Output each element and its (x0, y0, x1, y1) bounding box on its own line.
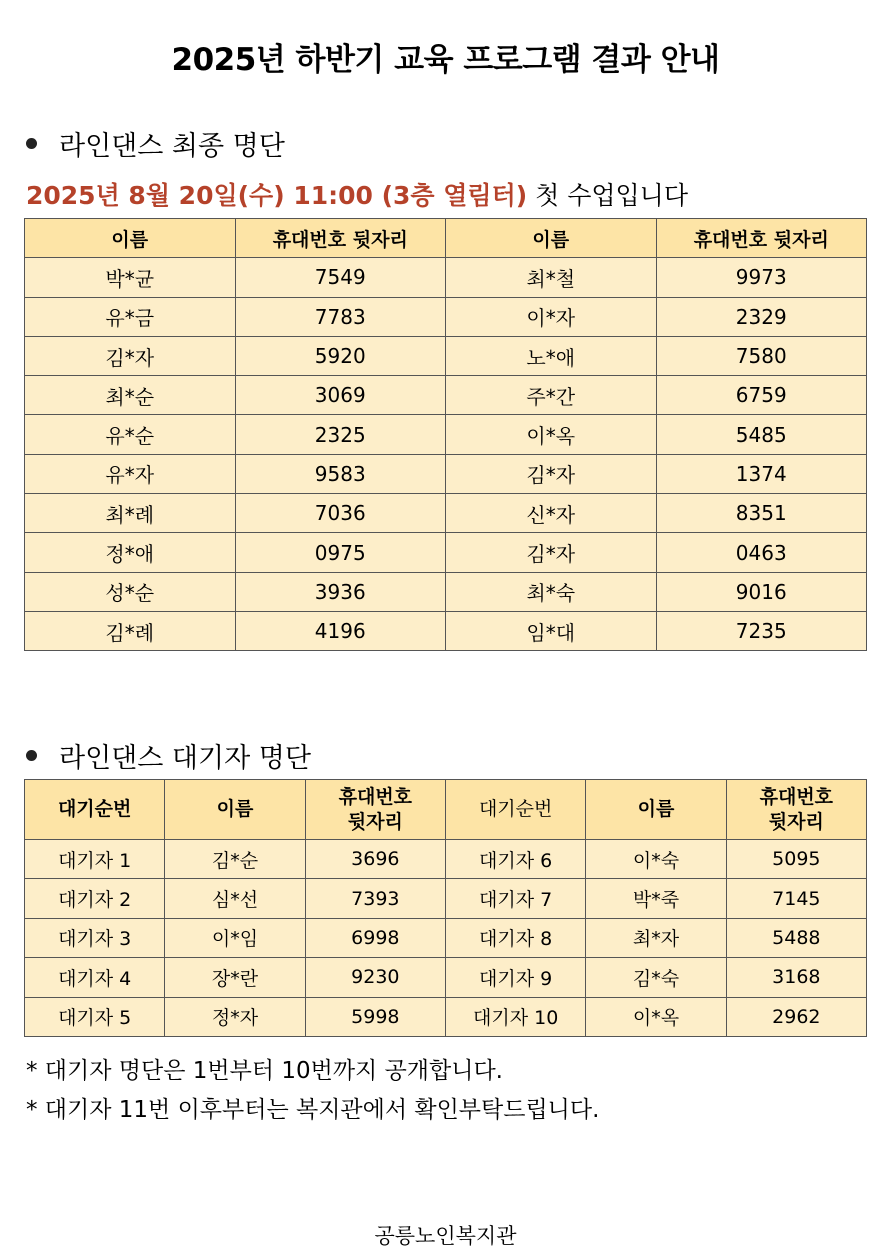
header-name: 이름 (446, 219, 657, 258)
table-row (25, 336, 867, 375)
phone-cell: 6759 (656, 376, 867, 415)
name-cell: 박*죽 (586, 879, 726, 918)
name-cell: 이*자 (446, 297, 657, 336)
name-cell: 신*자 (446, 494, 657, 533)
wait-order-cell: 대기자 5 (25, 997, 165, 1036)
class-start-text: 첫 수업입니다 (527, 181, 688, 210)
name-cell: 정*애 (25, 533, 236, 572)
table-row (25, 997, 867, 1036)
table-row (25, 494, 867, 533)
phone-cell: 9230 (305, 958, 445, 997)
name-cell: 김*자 (446, 533, 657, 572)
phone-cell: 5485 (656, 415, 867, 454)
phone-cell: 7783 (235, 297, 446, 336)
table-row (25, 454, 867, 493)
footer-organization: 공릉노인복지관 (374, 1224, 517, 1248)
table-row (25, 297, 867, 336)
phone-cell: 3696 (305, 840, 445, 879)
name-cell: 김*례 (25, 611, 236, 650)
name-cell: 유*자 (25, 454, 236, 493)
wait-order-cell: 대기자 4 (25, 958, 165, 997)
name-cell: 김*숙 (586, 958, 726, 997)
name-cell: 유*순 (25, 415, 236, 454)
phone-cell: 4196 (235, 611, 446, 650)
name-cell: 김*순 (165, 840, 305, 879)
header-phone: 휴대번호 뒷자리 (305, 780, 445, 840)
phone-cell: 9973 (656, 258, 867, 297)
name-cell: 주*간 (446, 376, 657, 415)
name-cell: 성*순 (25, 572, 236, 611)
header-phone: 휴대번호 뒷자리 (235, 219, 446, 258)
phone-cell: 2325 (235, 415, 446, 454)
wait-order-cell: 대기자 10 (445, 997, 585, 1036)
waiting-list-heading (26, 736, 311, 775)
phone-cell: 0975 (235, 533, 446, 572)
table-row (25, 879, 867, 918)
header-wait-order: 대기순번 (25, 780, 165, 840)
phone-cell: 7036 (235, 494, 446, 533)
note-line: * 대기자 11번 이후부터는 복지관에서 확인부탁드립니다. (26, 1097, 600, 1123)
wait-order-cell: 대기자 6 (445, 840, 585, 879)
header-phone: 휴대번호 뒷자리 (726, 780, 866, 840)
waiting-list-table (24, 779, 867, 1037)
phone-cell: 7235 (656, 611, 867, 650)
name-cell: 장*란 (165, 958, 305, 997)
wait-order-cell: 대기자 1 (25, 840, 165, 879)
phone-cell: 5998 (305, 997, 445, 1036)
class-start-notice (26, 176, 688, 212)
phone-cell: 5488 (726, 918, 866, 957)
header-name: 이름 (165, 780, 305, 840)
table-row (25, 415, 867, 454)
note-line: * 대기자 명단은 1번부터 10번까지 공개합니다. (26, 1058, 503, 1084)
phone-cell: 1374 (656, 454, 867, 493)
final-list-table (24, 218, 867, 651)
phone-cell: 3168 (726, 958, 866, 997)
header-name: 이름 (25, 219, 236, 258)
phone-cell: 2329 (656, 297, 867, 336)
wait-order-cell: 대기자 8 (445, 918, 585, 957)
wait-order-cell: 대기자 9 (445, 958, 585, 997)
name-cell: 이*숙 (586, 840, 726, 879)
table-row (25, 611, 867, 650)
name-cell: 최*례 (25, 494, 236, 533)
phone-cell: 9583 (235, 454, 446, 493)
name-cell: 이*옥 (586, 997, 726, 1036)
table-row (25, 376, 867, 415)
wait-order-cell: 대기자 7 (445, 879, 585, 918)
wait-order-cell: 대기자 2 (25, 879, 165, 918)
name-cell: 최*숙 (446, 572, 657, 611)
page-title: 2025년 하반기 교육 프로그램 결과 안내 (171, 42, 720, 78)
wait-order-cell: 대기자 3 (25, 918, 165, 957)
header-phone: 휴대번호 뒷자리 (656, 219, 867, 258)
phone-cell: 7549 (235, 258, 446, 297)
header-wait-order: 대기순번 (445, 780, 585, 840)
name-cell: 정*자 (165, 997, 305, 1036)
final-list-heading-text: 라인댄스 최종 명단 (59, 131, 285, 162)
bullet-icon (26, 750, 37, 761)
name-cell: 최*순 (25, 376, 236, 415)
name-cell: 최*자 (586, 918, 726, 957)
phone-cell: 7393 (305, 879, 445, 918)
final-list-heading (26, 124, 285, 163)
name-cell: 유*금 (25, 297, 236, 336)
phone-cell: 6998 (305, 918, 445, 957)
name-cell: 이*옥 (446, 415, 657, 454)
phone-cell: 0463 (656, 533, 867, 572)
phone-cell: 7580 (656, 336, 867, 375)
notes (26, 1052, 599, 1130)
class-start-datetime: 2025년 8월 20일(수) 11:00 (3층 열림터) (26, 181, 528, 210)
name-cell: 임*대 (446, 611, 657, 650)
name-cell: 박*균 (25, 258, 236, 297)
table-row (25, 840, 867, 879)
name-cell: 김*자 (446, 454, 657, 493)
table-row (25, 533, 867, 572)
table-row (25, 258, 867, 297)
phone-cell: 9016 (656, 572, 867, 611)
bullet-icon (26, 138, 37, 149)
name-cell: 심*선 (165, 879, 305, 918)
table-row (25, 918, 867, 957)
name-cell: 노*애 (446, 336, 657, 375)
phone-cell: 7145 (726, 879, 866, 918)
phone-cell: 5095 (726, 840, 866, 879)
phone-cell: 5920 (235, 336, 446, 375)
name-cell: 이*임 (165, 918, 305, 957)
table-row (25, 958, 867, 997)
phone-cell: 2962 (726, 997, 866, 1036)
phone-cell: 3936 (235, 572, 446, 611)
phone-cell: 3069 (235, 376, 446, 415)
table-row (25, 572, 867, 611)
name-cell: 김*자 (25, 336, 236, 375)
header-name: 이름 (586, 780, 726, 840)
phone-cell: 8351 (656, 494, 867, 533)
waiting-list-heading-text: 라인댄스 대기자 명단 (59, 743, 311, 774)
name-cell: 최*철 (446, 258, 657, 297)
